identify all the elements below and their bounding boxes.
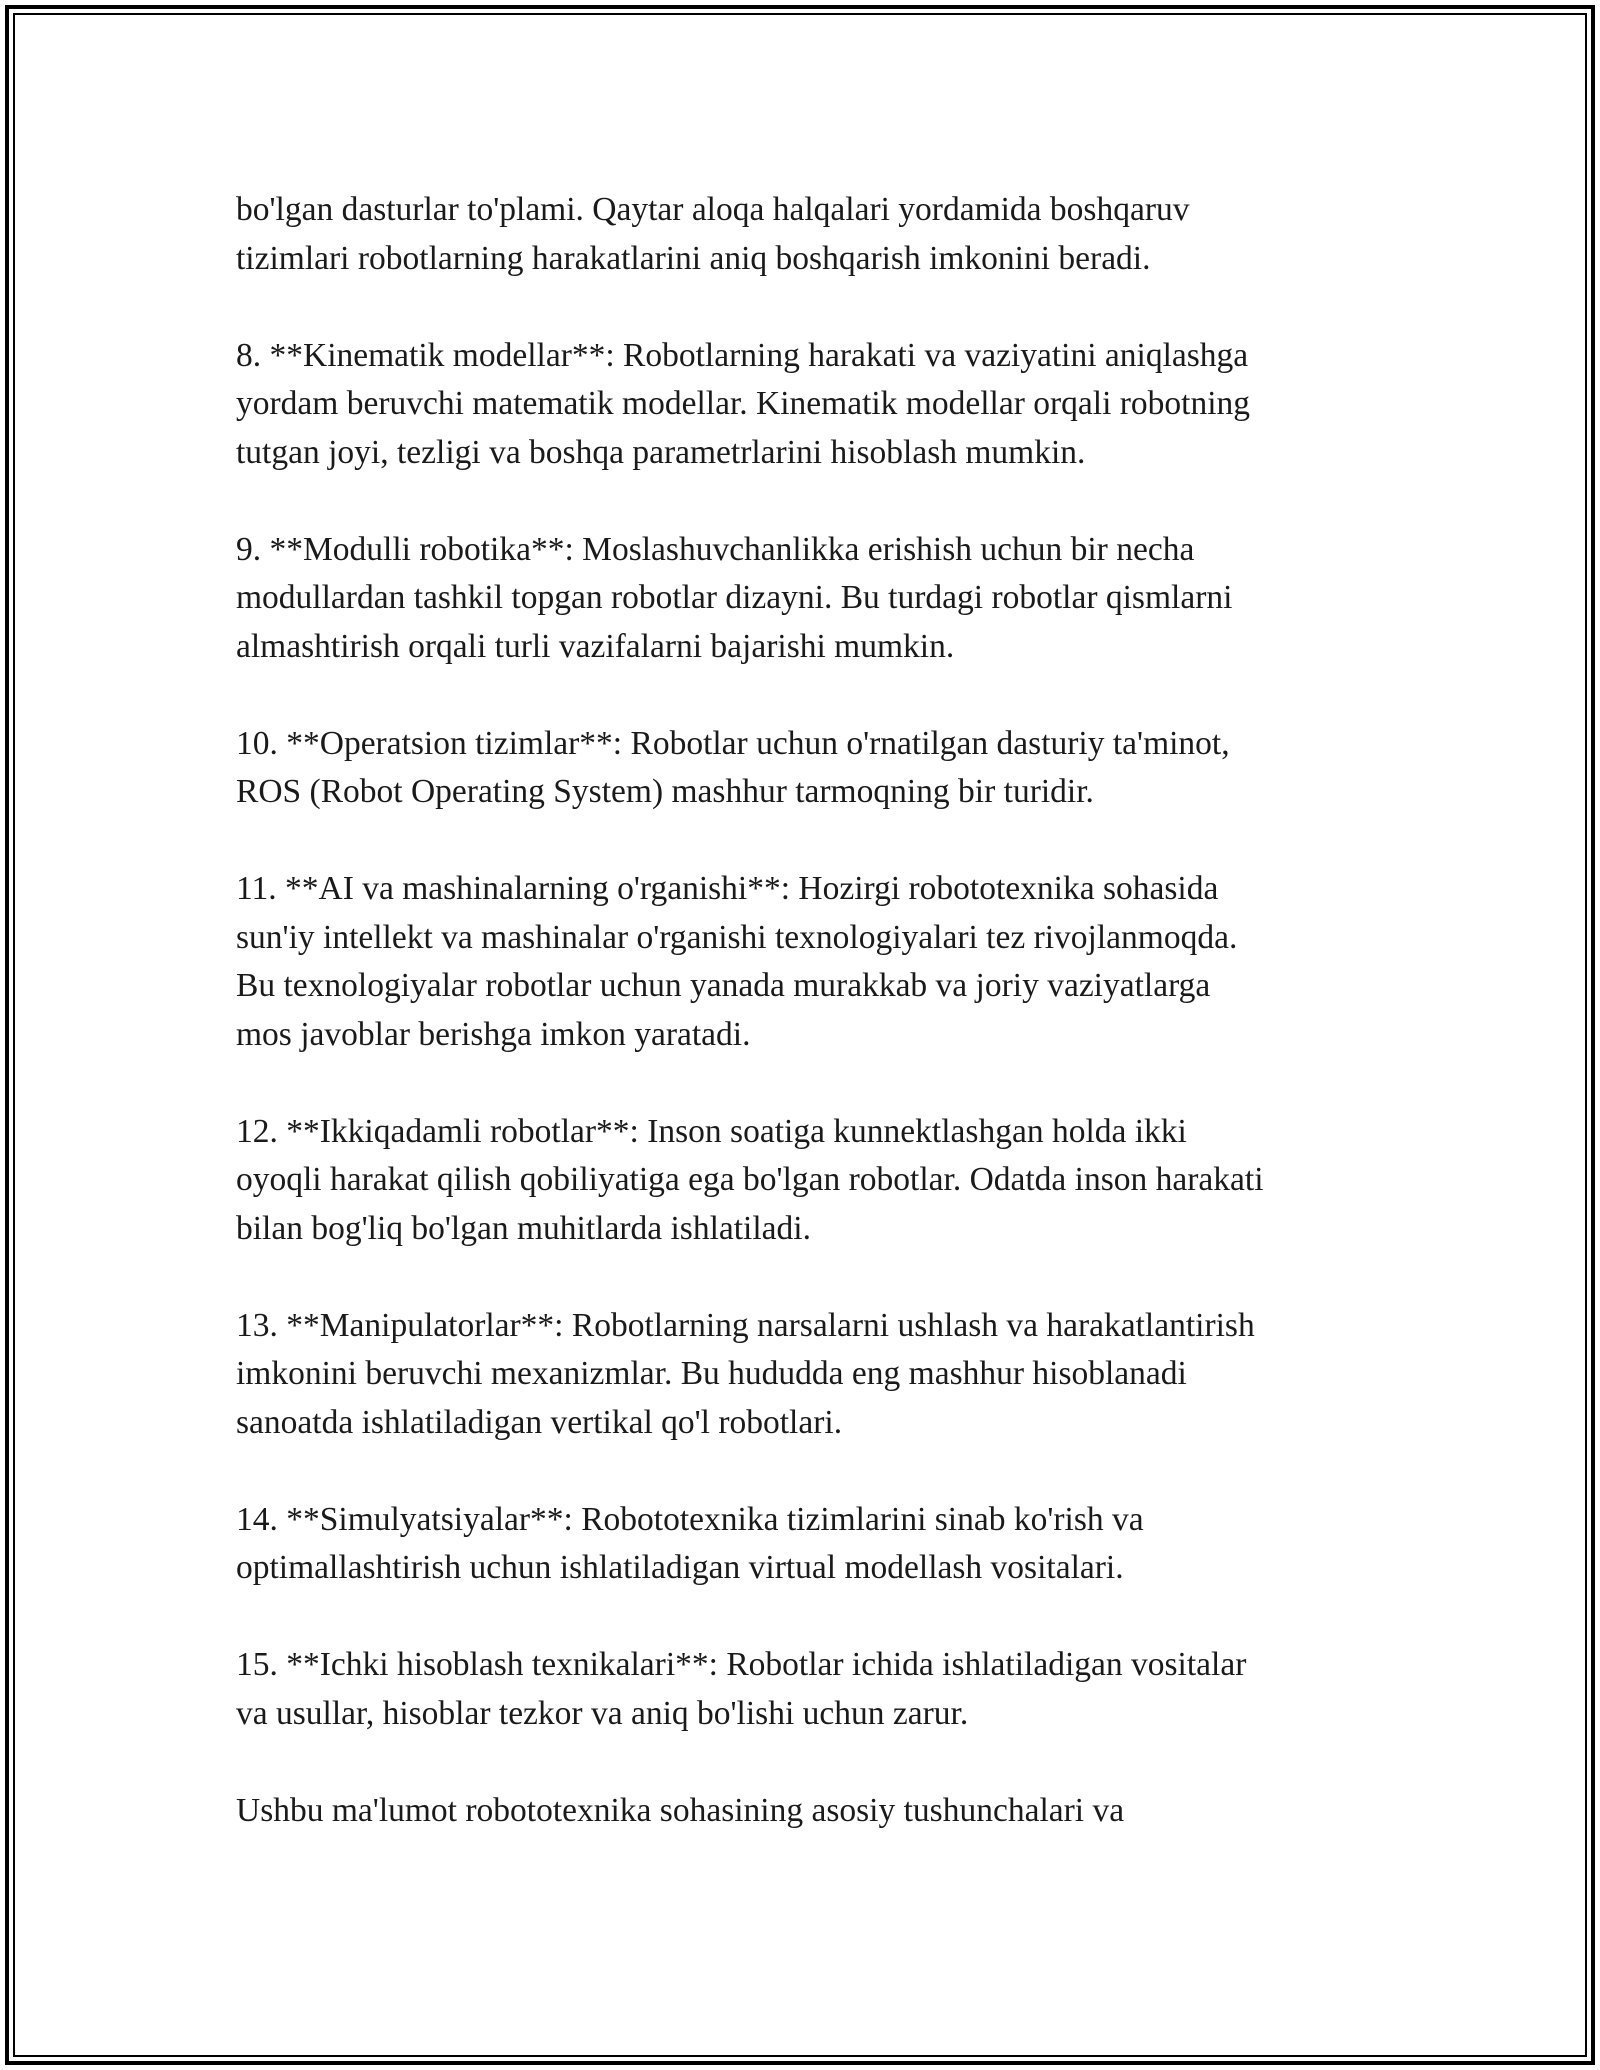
paragraph-item-13: 13. **Manipulatorlar**: Robotlarning narsalarni ushlash va harakatlantirish imkonini beruvchi mexanizmlar. Bu hududda eng mashhur hisoblanadi sanoatda ishlatiladigan vertikal qo'l robotlari. [236, 1306, 1255, 1441]
paragraph-item-15: 15. **Ichki hisoblash texnikalari**: Robotlar ichida ishlatiladigan vositalar va usullar, hisoblar tezkor va aniq bo'lishi uchun zarur. [236, 1646, 1247, 1732]
paragraph-item-14: 14. **Simulyatsiyalar**: Robototexnika tizimlarini sinab ko'rish va optimallashtirish uchun ishlatiladigan virtual modellash vositalari. [236, 1500, 1144, 1586]
paragraph-closing: Ushbu ma'lumot robototexnika sohasining asosiy tushunchalari va [236, 1791, 1125, 1829]
paragraph-item-10: 10. **Operatsion tizimlar**: Robotlar uchun o'rnatilgan dasturiy ta'minot, ROS (Robot Operating System) mashhur tarmoqning bir turidir. [236, 724, 1230, 810]
paragraph-intro-continuation: bo'lgan dasturlar to'plami. Qaytar aloqa halqalari yordamida boshqaruv tizimlari robotlarning harakatlarini aniq boshqarish imkonini beradi. [236, 191, 1190, 277]
paragraph-item-9: 9. **Modulli robotika**: Moslashuvchanlikka erishish uchun bir necha modullardan tashkil topgan robotlar dizayni. Bu turdagi robotlar qismlarni almashtirish orqali turli vazifalarni bajarishi mumkin. [236, 530, 1233, 665]
document-body [236, 186, 1386, 1835]
paragraph-item-12: 12. **Ikkiqadamli robotlar**: Inson soatiga kunnektlashgan holda ikki oyoqli harakat qilish qobiliyatiga ega bo'lgan robotlar. Odatda inson harakati bilan bog'liq bo'lgan muhitlarda ishlatiladi. [236, 1112, 1264, 1247]
paragraph-item-8: 8. **Kinematik modellar**: Robotlarning harakati va vaziyatini aniqlashga yordam beruvchi matematik modellar. Kinematik modellar orqali robotning tutgan joyi, tezligi va boshqa parametrlarini hisoblash mumkin. [236, 336, 1251, 471]
paragraph-item-11: 11. **AI va mashinalarning o'rganishi**: Hozirgi robototexnika sohasida sun'iy intellekt va mashinalar o'rganishi texnologiyalari tez rivojlanmoqda. Bu texnologiyalar robotlar uchun yanada murakkab va joriy vaziyatlarga mos javoblar berishga imkon yaratadi. [236, 870, 1238, 1053]
